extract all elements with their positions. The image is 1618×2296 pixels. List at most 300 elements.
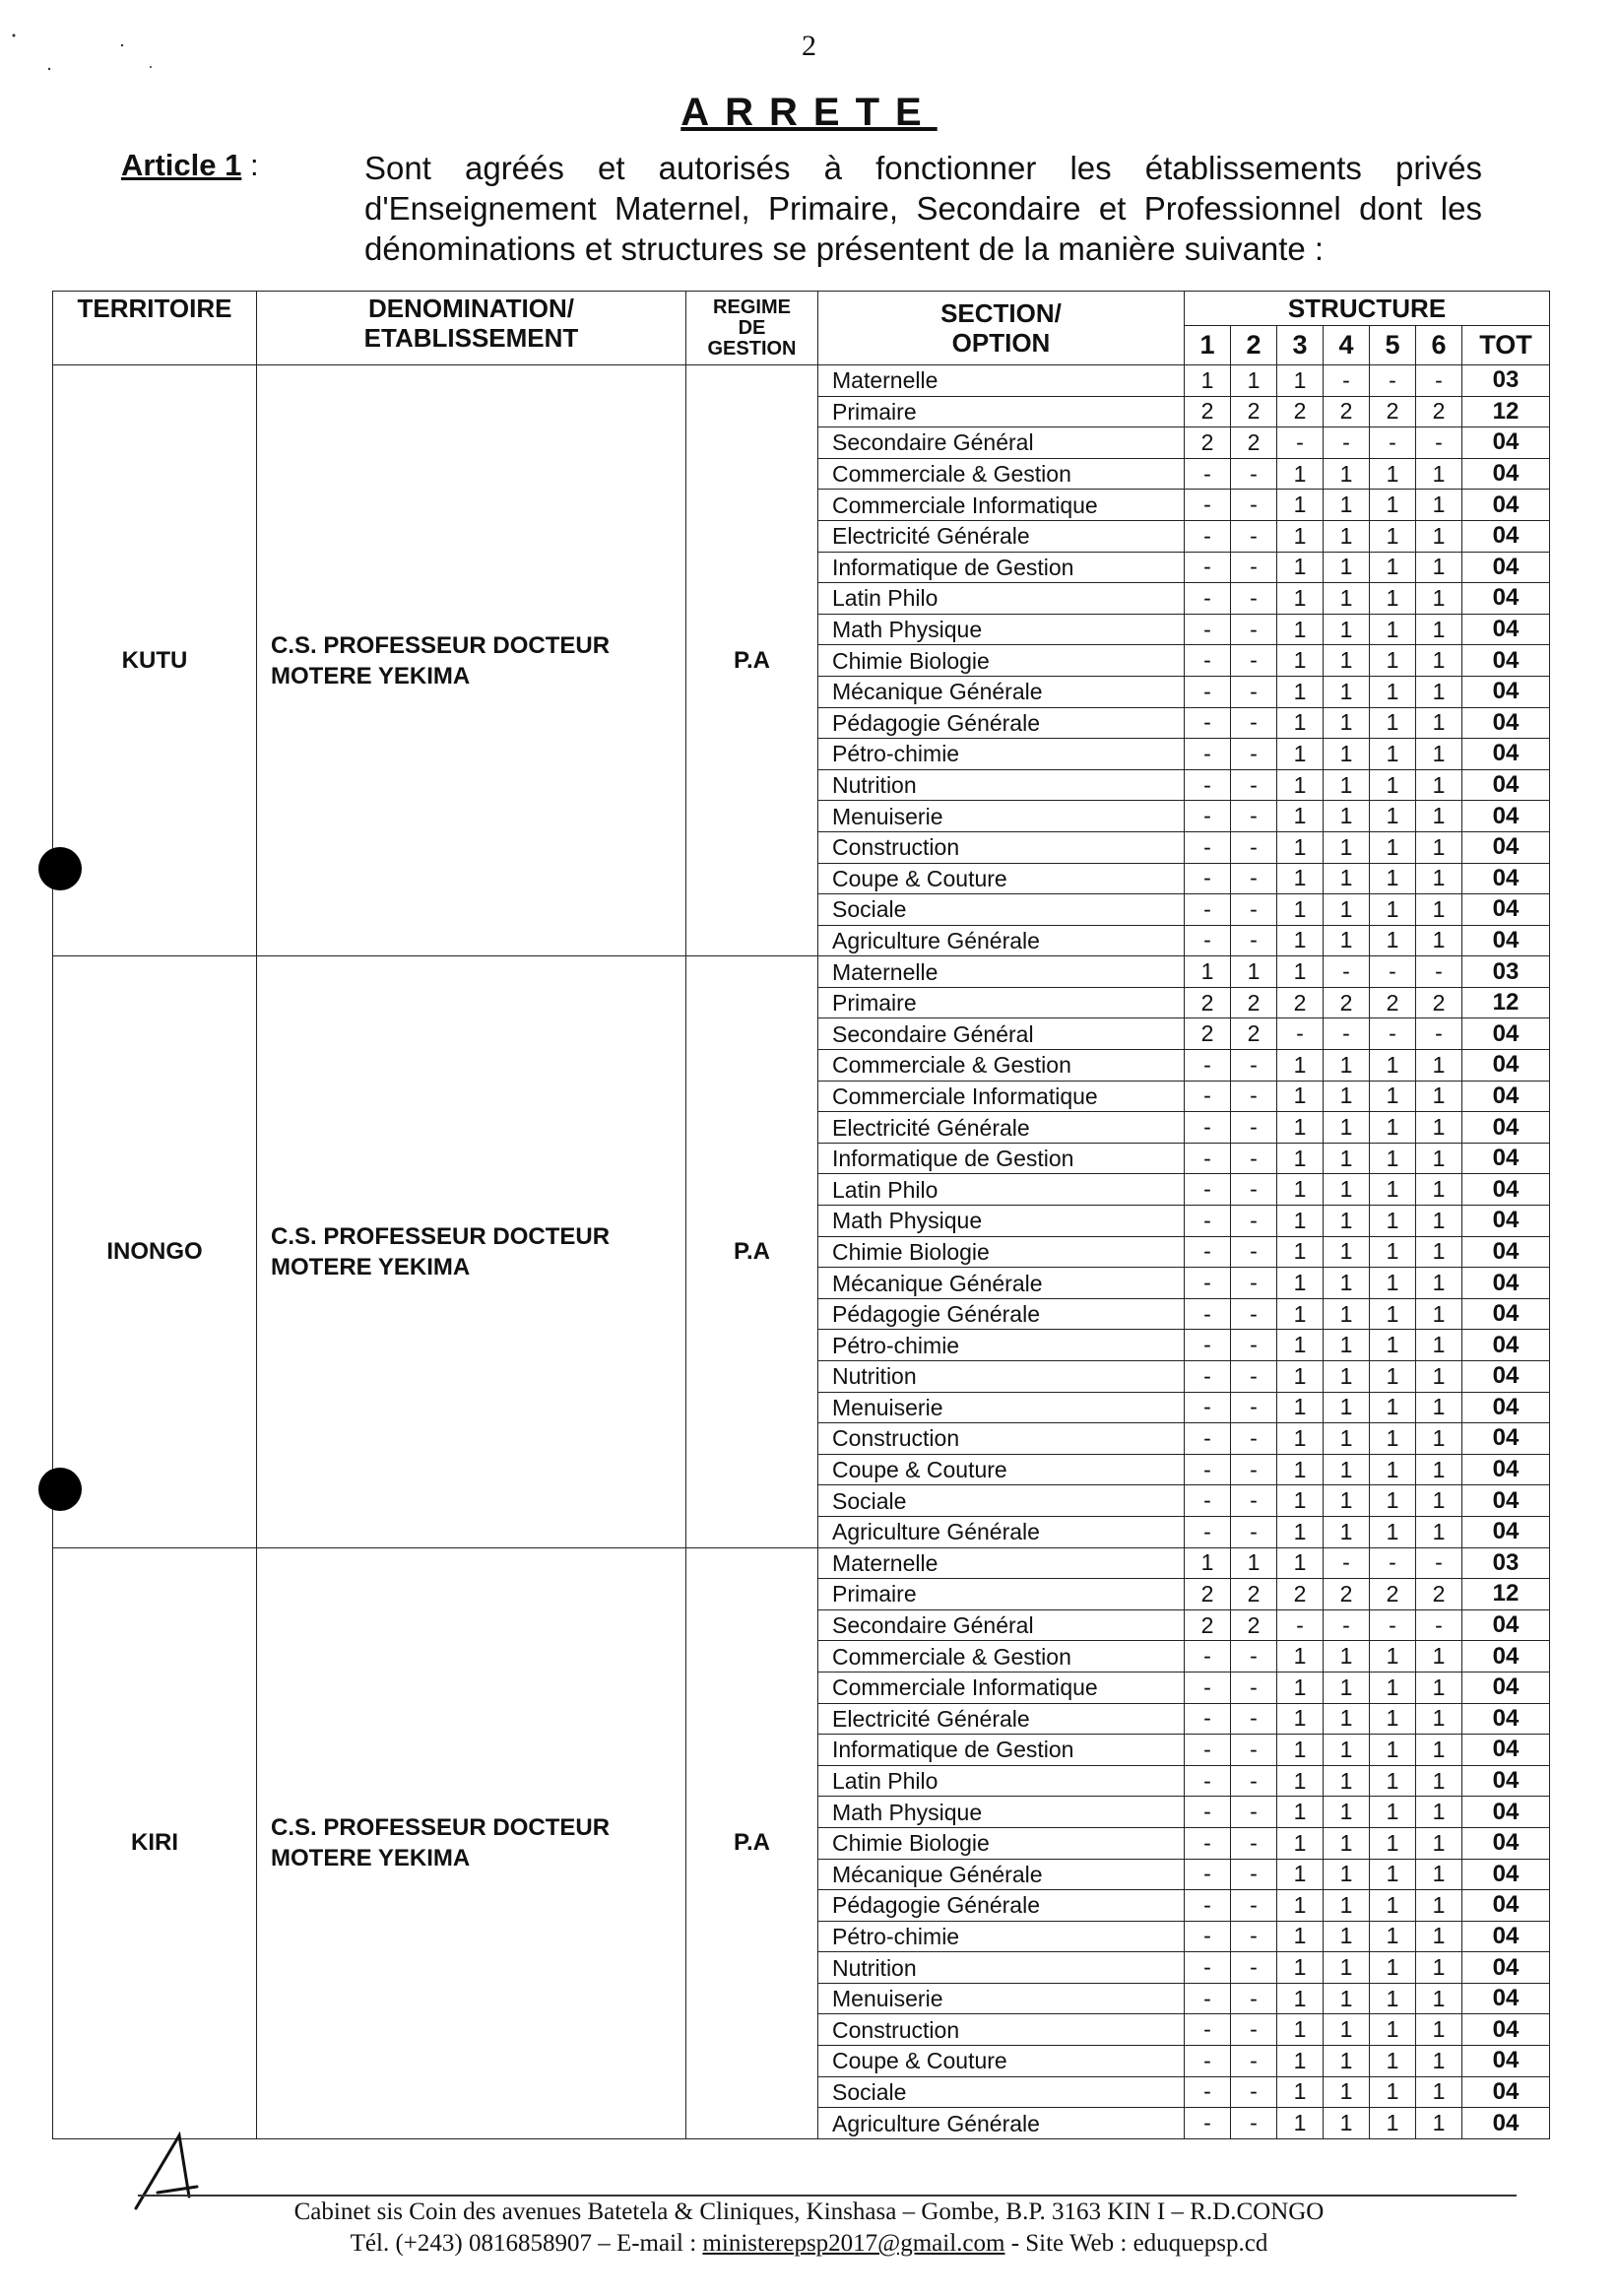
structure-cell-3: 1	[1277, 490, 1324, 521]
structure-cell-2: -	[1231, 520, 1277, 552]
structure-cell-5: -	[1370, 1609, 1416, 1641]
structure-cell-4: 1	[1324, 1330, 1370, 1361]
structure-cell-3: 1	[1277, 676, 1324, 707]
structure-cell-3: 1	[1277, 2014, 1324, 2046]
structure-cell-5: 1	[1370, 1268, 1416, 1299]
structure-cell-2: -	[1231, 1298, 1277, 1330]
structure-cell-5: 1	[1370, 1236, 1416, 1268]
structure-cell-6: 1	[1416, 614, 1462, 645]
structure-cell-5: 2	[1370, 396, 1416, 427]
structure-cell-4: 1	[1324, 1672, 1370, 1703]
structure-cell-5: -	[1370, 1018, 1416, 1050]
footer-email-link[interactable]: ministerepsp2017@gmail.com	[702, 2230, 1005, 2257]
structure-cell-5: 1	[1370, 1392, 1416, 1423]
structure-cell-2: -	[1231, 925, 1277, 956]
total-cell: 04	[1462, 863, 1550, 894]
structure-cell-4: 1	[1324, 863, 1370, 894]
structure-cell-3: 1	[1277, 1952, 1324, 1984]
structure-cell-4: 1	[1324, 894, 1370, 926]
regime-cell: P.A	[686, 365, 818, 956]
structure-cell-1: -	[1185, 739, 1231, 770]
article-label: Article 1	[121, 148, 242, 182]
total-cell: 04	[1462, 1672, 1550, 1703]
total-cell: 04	[1462, 1609, 1550, 1641]
header-denomination	[257, 292, 686, 365]
structure-cell-1: -	[1185, 1112, 1231, 1144]
structure-cell-2: -	[1231, 1641, 1277, 1673]
option-cell: Construction	[818, 2014, 1185, 2046]
option-cell: Commerciale Informatique	[818, 490, 1185, 521]
footer-website: - Site Web : eduquepsp.cd	[1004, 2230, 1268, 2257]
structure-cell-4: 1	[1324, 1952, 1370, 1984]
structure-cell-4: 1	[1324, 1859, 1370, 1890]
structure-cell-5: -	[1370, 427, 1416, 459]
structure-cell-5: 1	[1370, 1081, 1416, 1112]
structure-cell-1: -	[1185, 2046, 1231, 2077]
structure-cell-3: 1	[1277, 520, 1324, 552]
structure-cell-5: 1	[1370, 1050, 1416, 1082]
structure-cell-1: -	[1185, 552, 1231, 583]
structure-cell-3: 1	[1277, 1485, 1324, 1517]
structure-cell-6: 1	[1416, 1485, 1462, 1517]
total-cell: 04	[1462, 1392, 1550, 1423]
option-cell: Primaire	[818, 396, 1185, 427]
option-cell: Electricité Générale	[818, 520, 1185, 552]
structure-cell-4: 1	[1324, 490, 1370, 521]
option-cell: Mécanique Générale	[818, 1268, 1185, 1299]
structure-cell-2: -	[1231, 1143, 1277, 1174]
structure-cell-6: 1	[1416, 1859, 1462, 1890]
structure-cell-5: 1	[1370, 1983, 1416, 2014]
structure-cell-5: 1	[1370, 801, 1416, 832]
structure-cell-6: 1	[1416, 676, 1462, 707]
option-cell: Primaire	[818, 1579, 1185, 1610]
territoire-cell: INONGO	[53, 956, 257, 1547]
structure-cell-4: 1	[1324, 2108, 1370, 2139]
structure-cell-1: -	[1185, 490, 1231, 521]
structure-cell-4: 1	[1324, 1703, 1370, 1735]
denomination-cell	[257, 956, 686, 1547]
option-cell: Primaire	[818, 987, 1185, 1018]
structure-cell-1: -	[1185, 1516, 1231, 1547]
structure-cell-6: 1	[1416, 2076, 1462, 2108]
total-cell: 04	[1462, 1890, 1550, 1922]
structure-cell-4: 1	[1324, 520, 1370, 552]
total-cell: 04	[1462, 458, 1550, 490]
structure-cell-3: 1	[1277, 1081, 1324, 1112]
article-colon: :	[241, 148, 259, 182]
option-cell: Pédagogie Générale	[818, 1298, 1185, 1330]
structure-cell-3: 2	[1277, 396, 1324, 427]
structure-cell-4: 1	[1324, 831, 1370, 863]
header-col-5: 5	[1370, 326, 1416, 365]
structure-cell-2: -	[1231, 831, 1277, 863]
option-cell: Chimie Biologie	[818, 1827, 1185, 1859]
structure-cell-5: 1	[1370, 490, 1416, 521]
structure-cell-4: 1	[1324, 1081, 1370, 1112]
structure-cell-1: -	[1185, 801, 1231, 832]
structure-cell-4: 1	[1324, 1890, 1370, 1922]
structure-cell-5: 2	[1370, 987, 1416, 1018]
structure-cell-5: 1	[1370, 1672, 1416, 1703]
option-cell: Agriculture Générale	[818, 925, 1185, 956]
table-row	[53, 1547, 1550, 1579]
option-cell: Agriculture Générale	[818, 2108, 1185, 2139]
total-cell: 04	[1462, 1330, 1550, 1361]
structure-cell-1: -	[1185, 1298, 1231, 1330]
structure-cell-6: 1	[1416, 1735, 1462, 1766]
denomination-line: C.S. PROFESSEUR DOCTEUR	[271, 1814, 611, 1842]
structure-cell-5: 1	[1370, 1454, 1416, 1485]
structure-cell-3: 1	[1277, 1735, 1324, 1766]
structure-cell-2: 2	[1231, 1018, 1277, 1050]
structure-cell-4: 1	[1324, 1112, 1370, 1144]
structure-cell-5: 1	[1370, 1516, 1416, 1547]
total-cell: 04	[1462, 2108, 1550, 2139]
total-cell: 04	[1462, 2014, 1550, 2046]
structure-cell-1: -	[1185, 769, 1231, 801]
structure-cell-4: 1	[1324, 801, 1370, 832]
structure-cell-3: 1	[1277, 739, 1324, 770]
structure-cell-4: -	[1324, 1609, 1370, 1641]
structure-cell-1: -	[1185, 925, 1231, 956]
option-cell: Agriculture Générale	[818, 1516, 1185, 1547]
total-cell: 03	[1462, 956, 1550, 988]
structure-cell-1: 2	[1185, 1609, 1231, 1641]
structure-cell-2: -	[1231, 1890, 1277, 1922]
denomination-line: C.S. PROFESSEUR DOCTEUR	[271, 1222, 611, 1250]
structure-cell-2: -	[1231, 1672, 1277, 1703]
option-cell: Construction	[818, 831, 1185, 863]
structure-cell-6: 1	[1416, 1454, 1462, 1485]
structure-cell-1: -	[1185, 583, 1231, 615]
structure-cell-5: 1	[1370, 552, 1416, 583]
structure-cell-3: 1	[1277, 769, 1324, 801]
structure-cell-5: 1	[1370, 863, 1416, 894]
structure-cell-1: -	[1185, 676, 1231, 707]
option-cell: Math Physique	[818, 1206, 1185, 1237]
structure-cell-5: -	[1370, 1547, 1416, 1579]
option-cell: Pédagogie Générale	[818, 707, 1185, 739]
structure-cell-4: 1	[1324, 2046, 1370, 2077]
structure-cell-6: -	[1416, 1547, 1462, 1579]
option-cell: Coupe & Couture	[818, 863, 1185, 894]
structure-cell-1: 2	[1185, 1018, 1231, 1050]
structure-cell-4: 1	[1324, 2076, 1370, 2108]
structure-cell-5: -	[1370, 365, 1416, 397]
structure-cell-1: -	[1185, 2014, 1231, 2046]
structure-cell-2: 2	[1231, 427, 1277, 459]
punch-hole	[38, 1468, 82, 1511]
option-cell: Latin Philo	[818, 1174, 1185, 1206]
option-cell: Pédagogie Générale	[818, 1890, 1185, 1922]
total-cell: 04	[1462, 645, 1550, 677]
total-cell: 12	[1462, 987, 1550, 1018]
structure-cell-3: 2	[1277, 987, 1324, 1018]
structure-cell-5: 1	[1370, 1143, 1416, 1174]
structure-cell-5: 1	[1370, 2076, 1416, 2108]
structure-cell-1: -	[1185, 1765, 1231, 1797]
structure-cell-2: -	[1231, 583, 1277, 615]
structure-cell-4: 1	[1324, 1050, 1370, 1082]
structure-cell-1: -	[1185, 1797, 1231, 1828]
total-cell: 04	[1462, 1298, 1550, 1330]
structure-cell-5: 1	[1370, 894, 1416, 926]
structure-cell-2: -	[1231, 2108, 1277, 2139]
total-cell: 04	[1462, 801, 1550, 832]
option-cell: Maternelle	[818, 365, 1185, 397]
footer-address: Cabinet sis Coin des avenues Batetela & Cliniques, Kinshasa – Gombe, B.P. 3163 KIN I – R.D.CONGO	[293, 2198, 1325, 2225]
structure-cell-4: 1	[1324, 1983, 1370, 2014]
total-cell: 04	[1462, 1516, 1550, 1547]
table-body	[53, 365, 1550, 2139]
structure-cell-1: 1	[1185, 365, 1231, 397]
header-section-line2: OPTION	[951, 328, 1051, 358]
option-cell: Sociale	[818, 2076, 1185, 2108]
structure-cell-2: 1	[1231, 956, 1277, 988]
structure-cell-1: 2	[1185, 987, 1231, 1018]
structure-cell-2: -	[1231, 1174, 1277, 1206]
option-cell: Construction	[818, 1423, 1185, 1455]
structure-cell-1: 1	[1185, 956, 1231, 988]
option-cell: Secondaire Général	[818, 1609, 1185, 1641]
structure-cell-6: 1	[1416, 1236, 1462, 1268]
header-col-4: 4	[1324, 326, 1370, 365]
option-cell: Coupe & Couture	[818, 1454, 1185, 1485]
structure-cell-2: -	[1231, 645, 1277, 677]
structure-cell-1: -	[1185, 1236, 1231, 1268]
total-cell: 04	[1462, 831, 1550, 863]
structure-cell-6: 1	[1416, 1921, 1462, 1952]
denomination-line: C.S. PROFESSEUR DOCTEUR	[271, 631, 611, 659]
structure-cell-1: 2	[1185, 427, 1231, 459]
structure-cell-3: 1	[1277, 1268, 1324, 1299]
regime-cell: P.A	[686, 1547, 818, 2138]
footer-phone: Tél. (+243) 0816858907 – E-mail :	[350, 2230, 703, 2257]
structure-cell-4: 1	[1324, 1268, 1370, 1299]
option-cell: Informatique de Gestion	[818, 1143, 1185, 1174]
structure-cell-4: 1	[1324, 583, 1370, 615]
structure-cell-5: 1	[1370, 1703, 1416, 1735]
total-cell: 12	[1462, 396, 1550, 427]
structure-cell-3: 1	[1277, 614, 1324, 645]
structure-cell-4: 1	[1324, 1921, 1370, 1952]
option-cell: Informatique de Gestion	[818, 1735, 1185, 1766]
structure-cell-5: 1	[1370, 1952, 1416, 1984]
structure-cell-5: 1	[1370, 2014, 1416, 2046]
structure-cell-6: 1	[1416, 2108, 1462, 2139]
structure-cell-3: 1	[1277, 1454, 1324, 1485]
structure-cell-2: -	[1231, 552, 1277, 583]
structure-cell-4: 1	[1324, 1361, 1370, 1393]
structure-cell-5: 1	[1370, 614, 1416, 645]
option-cell: Sociale	[818, 1485, 1185, 1517]
structure-cell-6: 1	[1416, 1890, 1462, 1922]
structure-cell-5: 1	[1370, 1890, 1416, 1922]
option-cell: Maternelle	[818, 1547, 1185, 1579]
total-cell: 04	[1462, 1797, 1550, 1828]
structure-cell-2: -	[1231, 1827, 1277, 1859]
structure-cell-3: 1	[1277, 1361, 1324, 1393]
structure-cell-2: -	[1231, 1983, 1277, 2014]
structure-cell-4: 1	[1324, 1454, 1370, 1485]
structure-cell-2: -	[1231, 1268, 1277, 1299]
structure-cell-3: 1	[1277, 1547, 1324, 1579]
structure-cell-1: -	[1185, 707, 1231, 739]
total-cell: 04	[1462, 427, 1550, 459]
structure-cell-2: -	[1231, 1361, 1277, 1393]
denomination-cell	[257, 365, 686, 956]
structure-cell-6: -	[1416, 1018, 1462, 1050]
total-cell: 04	[1462, 1236, 1550, 1268]
structure-cell-2: -	[1231, 1206, 1277, 1237]
structure-cell-2: 1	[1231, 365, 1277, 397]
structure-cell-6: 1	[1416, 1641, 1462, 1673]
structure-cell-5: 1	[1370, 1174, 1416, 1206]
option-cell: Pétro-chimie	[818, 739, 1185, 770]
structure-cell-3: 1	[1277, 1298, 1324, 1330]
total-cell: 04	[1462, 1361, 1550, 1393]
total-cell: 04	[1462, 1454, 1550, 1485]
structure-cell-2: -	[1231, 1454, 1277, 1485]
structure-cell-2: 2	[1231, 987, 1277, 1018]
structure-cell-3: 1	[1277, 1112, 1324, 1144]
structure-cell-6: 2	[1416, 1579, 1462, 1610]
structure-cell-3: 1	[1277, 1330, 1324, 1361]
structure-cell-1: -	[1185, 2108, 1231, 2139]
total-cell: 04	[1462, 552, 1550, 583]
structure-cell-6: 1	[1416, 520, 1462, 552]
option-cell: Informatique de Gestion	[818, 552, 1185, 583]
structure-cell-5: 1	[1370, 458, 1416, 490]
structure-cell-6: 1	[1416, 1703, 1462, 1735]
structure-cell-6: 1	[1416, 1268, 1462, 1299]
footer-rule	[138, 2195, 1517, 2197]
structure-cell-4: 1	[1324, 769, 1370, 801]
total-cell: 04	[1462, 1018, 1550, 1050]
structure-cell-2: -	[1231, 1485, 1277, 1517]
structure-cell-3: 1	[1277, 1859, 1324, 1890]
structure-cell-2: -	[1231, 2014, 1277, 2046]
total-cell: 04	[1462, 739, 1550, 770]
option-cell: Sociale	[818, 894, 1185, 926]
total-cell: 04	[1462, 1983, 1550, 2014]
structure-cell-1: -	[1185, 520, 1231, 552]
structure-cell-2: -	[1231, 1236, 1277, 1268]
structure-cell-1: -	[1185, 1206, 1231, 1237]
structure-cell-5: 1	[1370, 1112, 1416, 1144]
option-cell: Menuiserie	[818, 1983, 1185, 2014]
structure-cell-1: -	[1185, 1330, 1231, 1361]
regime-cell: P.A	[686, 956, 818, 1547]
structure-cell-4: 2	[1324, 396, 1370, 427]
structure-cell-3: 2	[1277, 1579, 1324, 1610]
structure-cell-6: 1	[1416, 894, 1462, 926]
structure-cell-6: 1	[1416, 1081, 1462, 1112]
structure-cell-3: 1	[1277, 1392, 1324, 1423]
structure-cell-3: 1	[1277, 2108, 1324, 2139]
structure-cell-5: 1	[1370, 1330, 1416, 1361]
structure-cell-3: 1	[1277, 1765, 1324, 1797]
structure-cell-4: 1	[1324, 1423, 1370, 1455]
structure-cell-4: 1	[1324, 614, 1370, 645]
structure-cell-5: 1	[1370, 676, 1416, 707]
structure-cell-6: 1	[1416, 1112, 1462, 1144]
total-cell: 04	[1462, 925, 1550, 956]
structure-cell-5: 1	[1370, 1827, 1416, 1859]
structure-cell-3: 1	[1277, 1827, 1324, 1859]
header-col-1: 1	[1185, 326, 1231, 365]
structure-cell-3: 1	[1277, 1672, 1324, 1703]
structure-cell-5: 1	[1370, 831, 1416, 863]
total-cell: 03	[1462, 1547, 1550, 1579]
structure-cell-1: -	[1185, 1454, 1231, 1485]
structure-cell-3: 1	[1277, 1983, 1324, 2014]
structure-cell-3: -	[1277, 1609, 1324, 1641]
structure-cell-4: 1	[1324, 1298, 1370, 1330]
option-cell: Electricité Générale	[818, 1112, 1185, 1144]
total-cell: 04	[1462, 1859, 1550, 1890]
header-structure: STRUCTURE	[1185, 292, 1550, 326]
structure-cell-3: 1	[1277, 1236, 1324, 1268]
option-cell: Math Physique	[818, 614, 1185, 645]
total-cell: 04	[1462, 1827, 1550, 1859]
structure-cell-4: 1	[1324, 1392, 1370, 1423]
structure-cell-6: -	[1416, 427, 1462, 459]
structure-cell-1: -	[1185, 863, 1231, 894]
total-cell: 04	[1462, 2046, 1550, 2077]
structure-cell-2: -	[1231, 2076, 1277, 2108]
structure-cell-6: 1	[1416, 1952, 1462, 1984]
structure-cell-2: -	[1231, 894, 1277, 926]
option-cell: Electricité Générale	[818, 1703, 1185, 1735]
structure-cell-6: 1	[1416, 1206, 1462, 1237]
option-cell: Nutrition	[818, 769, 1185, 801]
header-col-tot: TOT	[1462, 326, 1550, 365]
total-cell: 04	[1462, 490, 1550, 521]
structure-cell-3: 1	[1277, 801, 1324, 832]
structure-cell-5: 1	[1370, 1765, 1416, 1797]
structure-cell-4: -	[1324, 956, 1370, 988]
header-col-3: 3	[1277, 326, 1324, 365]
structure-cell-6: 1	[1416, 490, 1462, 521]
structure-cell-3: -	[1277, 427, 1324, 459]
structure-cell-1: -	[1185, 645, 1231, 677]
structure-cell-6: 1	[1416, 1361, 1462, 1393]
option-cell: Maternelle	[818, 956, 1185, 988]
structure-cell-4: 1	[1324, 1236, 1370, 1268]
option-cell: Coupe & Couture	[818, 2046, 1185, 2077]
structure-cell-5: 1	[1370, 739, 1416, 770]
structure-cell-3: 1	[1277, 1516, 1324, 1547]
structure-cell-2: -	[1231, 676, 1277, 707]
structure-cell-1: -	[1185, 1143, 1231, 1174]
structure-cell-1: -	[1185, 458, 1231, 490]
structure-cell-6: 1	[1416, 2046, 1462, 2077]
structure-cell-6: 1	[1416, 1797, 1462, 1828]
page-number: 2	[802, 30, 816, 62]
structure-cell-2: -	[1231, 1952, 1277, 1984]
option-cell: Commerciale Informatique	[818, 1081, 1185, 1112]
structure-cell-2: -	[1231, 739, 1277, 770]
structure-cell-5: -	[1370, 956, 1416, 988]
footer-contact	[0, 2230, 1618, 2258]
option-cell: Menuiserie	[818, 1392, 1185, 1423]
structure-cell-5: 1	[1370, 1485, 1416, 1517]
structure-cell-4: 1	[1324, 707, 1370, 739]
structure-cell-4: 1	[1324, 1827, 1370, 1859]
structure-cell-6: 1	[1416, 707, 1462, 739]
